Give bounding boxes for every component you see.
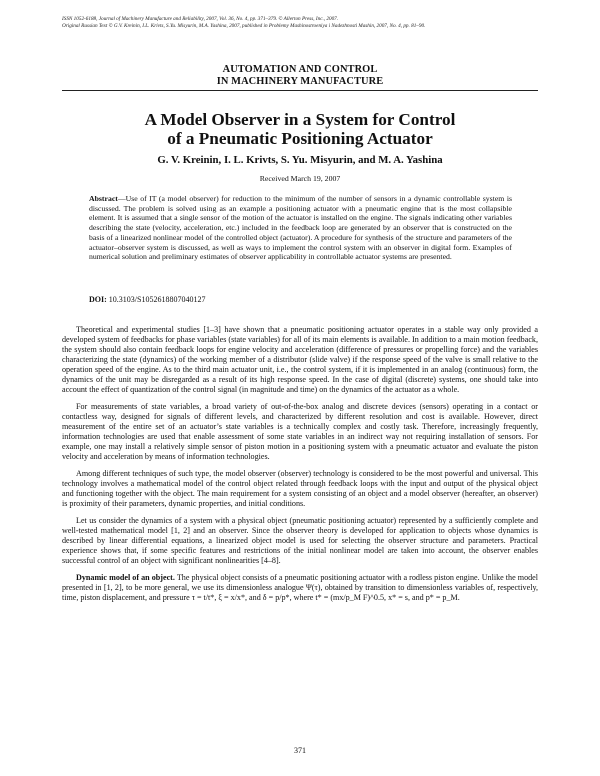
received-date: Received March 19, 2007 xyxy=(259,174,341,183)
paragraph-3: Among different techniques of such type, the model observer (observer) technology is considered to be the most powerful and universal. This technology involves a mathematical model of the control object related through feedback loops with the input and output of the physical object and functioning together with the object. The main requirement for a system consisting of an object and a model observer (hereafter, an observer) is proximity of their parameters, dynamic properties, and initial conditions. xyxy=(62,469,538,509)
doi-label: DOI: xyxy=(89,295,107,304)
section-heading-line-1: AUTOMATION AND CONTROL xyxy=(222,64,378,75)
paragraph-1: Theoretical and experimental studies [1–3] have shown that a pneumatic positioning actuator operates in a stable way only provided a developed system of feedbacks for phase variables (state variables) for all of its main elements is available. In addition to a main motion feedback, the system should also contain feedback loops for engine velocity and acceleration (difference of pressures or propelling force) and the variables characterizing the state (dynamics) of the working member of a distributor (slide valve) if the response speed of the valve is small relative to the operation speed of the engine. As to the third main actuator unit, i.e., the control system, if it is implemented in an analog (continuous) form, the dynamics of the unit may be disregarded as a result of its high response speed. In the case of digital (discrete) systems, one should take into account the effect of quantization of the control signal (in magnitude and time) on the dynamics of the actuator as a whole. xyxy=(62,325,538,395)
author-list: G. V. Kreinin, I. L. Krivts, S. Yu. Misyurin, and M. A. Yashina xyxy=(157,154,443,166)
journal-header-line-1: ISSN 1052-6188, Journal of Machinery Manufacture and Reliability, 2007, Vol. 36, No. 4, pp. 371–379. © Allerton Press, Inc., 2007. xyxy=(62,16,339,22)
section-heading-line-2: IN MACHINERY MANUFACTURE xyxy=(216,75,384,87)
doi xyxy=(89,295,205,304)
paper-title-line-2: of a Pneumatic Positioning Actuator xyxy=(167,129,433,149)
paragraph-5 xyxy=(62,573,538,603)
header-divider xyxy=(62,90,538,91)
section-heading xyxy=(0,64,600,87)
subsection-heading: Dynamic model of an object. xyxy=(76,573,175,583)
abstract xyxy=(89,194,512,262)
paragraph-4: Let us consider the dynamics of a system with a physical object (pneumatic positioning actuator) represented by a sufficiently complete and well-tested mathematical model [1, 2] and an observer. Since the observer theory is developed for application to objects whose dynamics is described by linear differential equations, a linearized object model is used for selecting the observer structure and parameters. Practical experience shows that, if some specific features and restrictions of the initial nonlinear model are taken into account, the observer enables successful control of an object with significant nonlinearities [4–8]. xyxy=(62,516,538,566)
paper-title-line-1: A Model Observer in a System for Control xyxy=(144,110,456,129)
journal-header-line-2: Original Russian Text © G.V. Kreinin, I.L. Krivts, S.Yu. Misyurin, M.A. Yashina, 2007, published in Problemy Mashinostroeniya i Nadezhnosti Mashin, 2007, No. 4, pp. 81–90. xyxy=(62,22,426,29)
abstract-text: —Use of IT (a model observer) for reduction to the minimum of the number of sensors in a dynamic controllable system is discussed. The problem is solved using as an example a positioning actuator with a pneumatic engine that is the most collapsible element. It is assumed that a single sensor of the motion of the actuator is installed on the engine. The signals indicating other variables describing the state (velocity, acceleration, etc.) included in the feedback loop are generated by an observer that is constructed on the basis of a linearized nonlinear model of the controlled object (actuator). A procedure for synthesis of the structure and parameters of the actuator–observer system is discussed, as well as ways to implement the control system with an observer in digital form. Examples of numerical solution and preliminary estimates of observer applicability in controllable actuator systems are presented. xyxy=(89,194,512,262)
paragraph-5-text: The physical object consists of a pneumatic positioning actuator with a rodless piston engine. Unlike the model presented in [1, 2], to be more general, we use its dimensionless analogue Ψ(τ), obtained by transition to dimensionless variables of, respectively, time, piston displacement, and pressure τ = t/t*, ξ = x/x*, and δ = p/p*, where t* = (mx/p_M F)^0.5, x* = s, and p* = p_M. xyxy=(62,573,538,603)
journal-header xyxy=(62,16,542,29)
abstract-label: Abstract xyxy=(89,194,118,203)
paper-title xyxy=(0,110,600,149)
paragraph-2: For measurements of state variables, a broad variety of out-of-the-box analog and discrete devices (sensors) operating in a contact or contactless way, designed for signals of different levels, and characterized by different resolution and cost is available. However, direct measurement of the entire set of an actuator’s state variables is a technically complex and costly task. Therefore, increasingly frequently, information technologies are used that enable assessment of some state variables in an indirect way not requiring installation of sensors. For example, one may install a relatively simple sensor of piston motion in a positioning system with a pneumatic actuator and evaluate the piston velocity and acceleration by means of information technologies. xyxy=(62,402,538,462)
doi-value[interactable]: 10.3103/S1052618807040127 xyxy=(108,295,206,304)
page-number: 371 xyxy=(294,746,306,755)
body-text xyxy=(62,325,538,610)
